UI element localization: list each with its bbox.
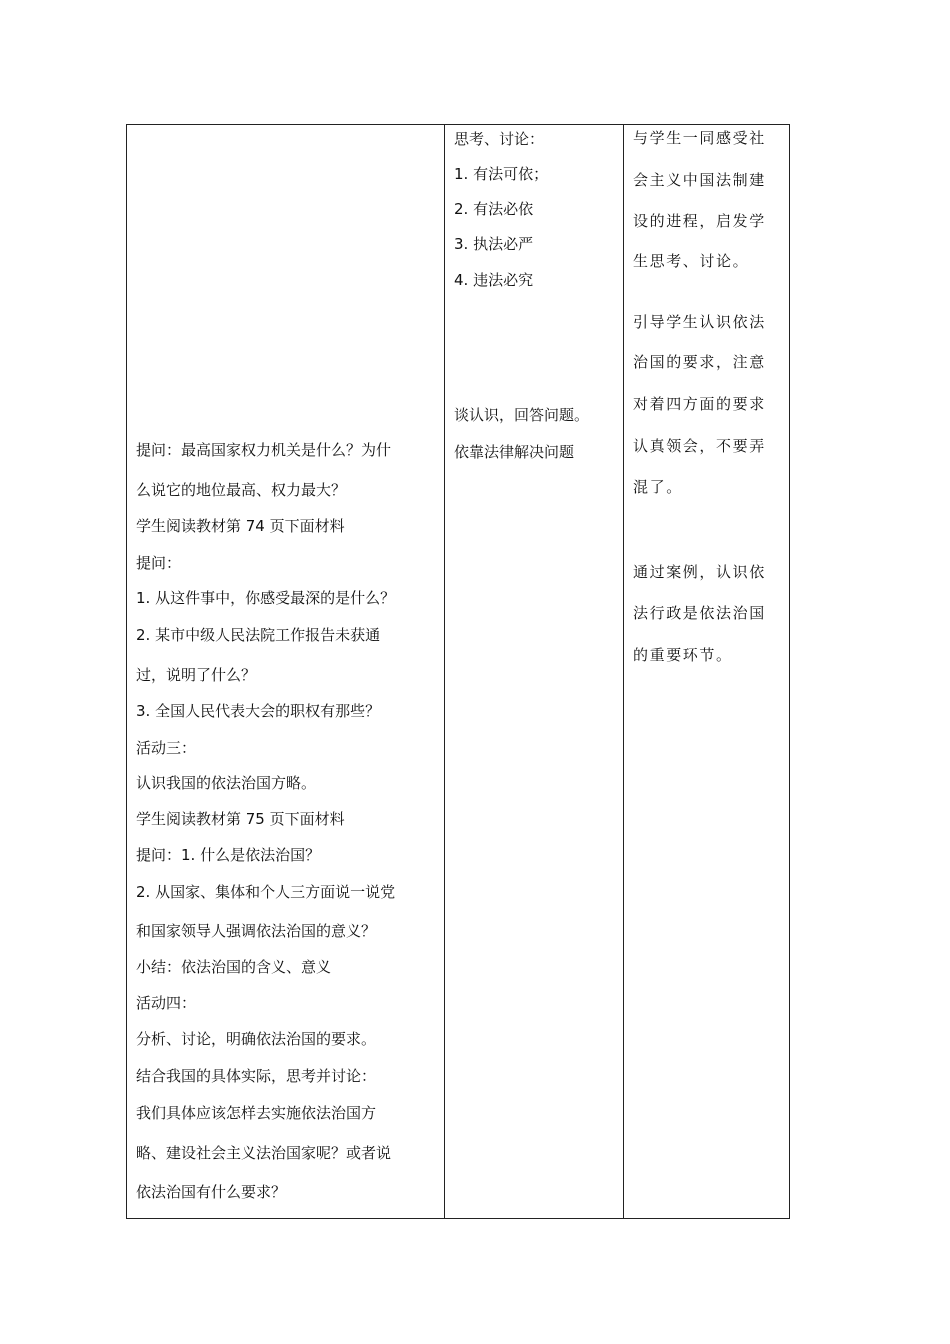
teaching-line: 活动四： [136,994,197,1012]
student-line: 思考、讨论： [454,130,545,148]
design-line: 会主义中国法制建 [633,171,766,189]
design-line: 与学生一同感受社 [633,129,766,147]
design-line: 的重要环节。 [633,646,733,664]
teaching-line: 小结：依法治国的含义、意义 [136,958,332,976]
teaching-line: 3. 全国人民代表大会的职权有那些？ [136,702,381,720]
teaching-line: 依法治国有什么要求？ [136,1183,287,1201]
teaching-line: 结合我国的具体实际，思考并讨论： [136,1067,377,1085]
design-line: 治国的要求，注意 [633,353,766,371]
teaching-line: 过，说明了什么？ [136,666,257,684]
teaching-line: 提问： [136,554,182,572]
teaching-line: 2. 某市中级人民法院工作报告未获通 [136,626,381,644]
teaching-line: 学生阅读教材第 74 页下面材料 [136,517,345,535]
design-line: 法行政是依法治国 [633,604,766,622]
column-divider-2 [623,125,624,1218]
student-line: 谈认识，回答问题。 [454,406,590,424]
student-line: 1. 有法可依； [454,165,549,183]
student-line: 2. 有法必依 [454,200,534,218]
design-line: 引导学生认识依法 [633,313,766,331]
teaching-line: 1. 从这件事中，你感受最深的是什么？ [136,589,396,607]
teaching-line: 我们具体应该怎样去实施依法治国方 [136,1104,377,1122]
student-line: 4. 违法必究 [454,271,534,289]
teaching-line: 略、建设社会主义法治国家呢？或者说 [136,1144,392,1162]
teaching-line: 2. 从国家、集体和个人三方面说一说党 [136,883,396,901]
teaching-line: 分析、讨论，明确依法治国的要求。 [136,1030,377,1048]
design-line: 设的进程，启发学 [633,212,766,230]
teaching-line: 学生阅读教材第 75 页下面材料 [136,810,345,828]
design-line: 通过案例，认识依 [633,563,766,581]
teaching-line: 认识我国的依法治国方略。 [136,774,317,792]
teaching-line: 提问：1. 什么是依法治国？ [136,846,321,864]
teaching-line: 么说它的地位最高、权力最大？ [136,481,347,499]
design-line: 对着四方面的要求 [633,395,766,413]
design-line: 认真领会，不要弄 [633,437,766,455]
teaching-line: 和国家领导人强调依法治国的意义？ [136,922,377,940]
teaching-line: 提问：最高国家权力机关是什么？为什 [136,441,392,459]
student-line: 3. 执法必严 [454,235,534,253]
student-line: 依靠法律解决问题 [454,443,575,461]
design-line: 混了。 [633,478,683,496]
teaching-line: 活动三： [136,739,197,757]
design-line: 生思考、讨论。 [633,252,750,270]
column-divider-1 [444,125,445,1218]
